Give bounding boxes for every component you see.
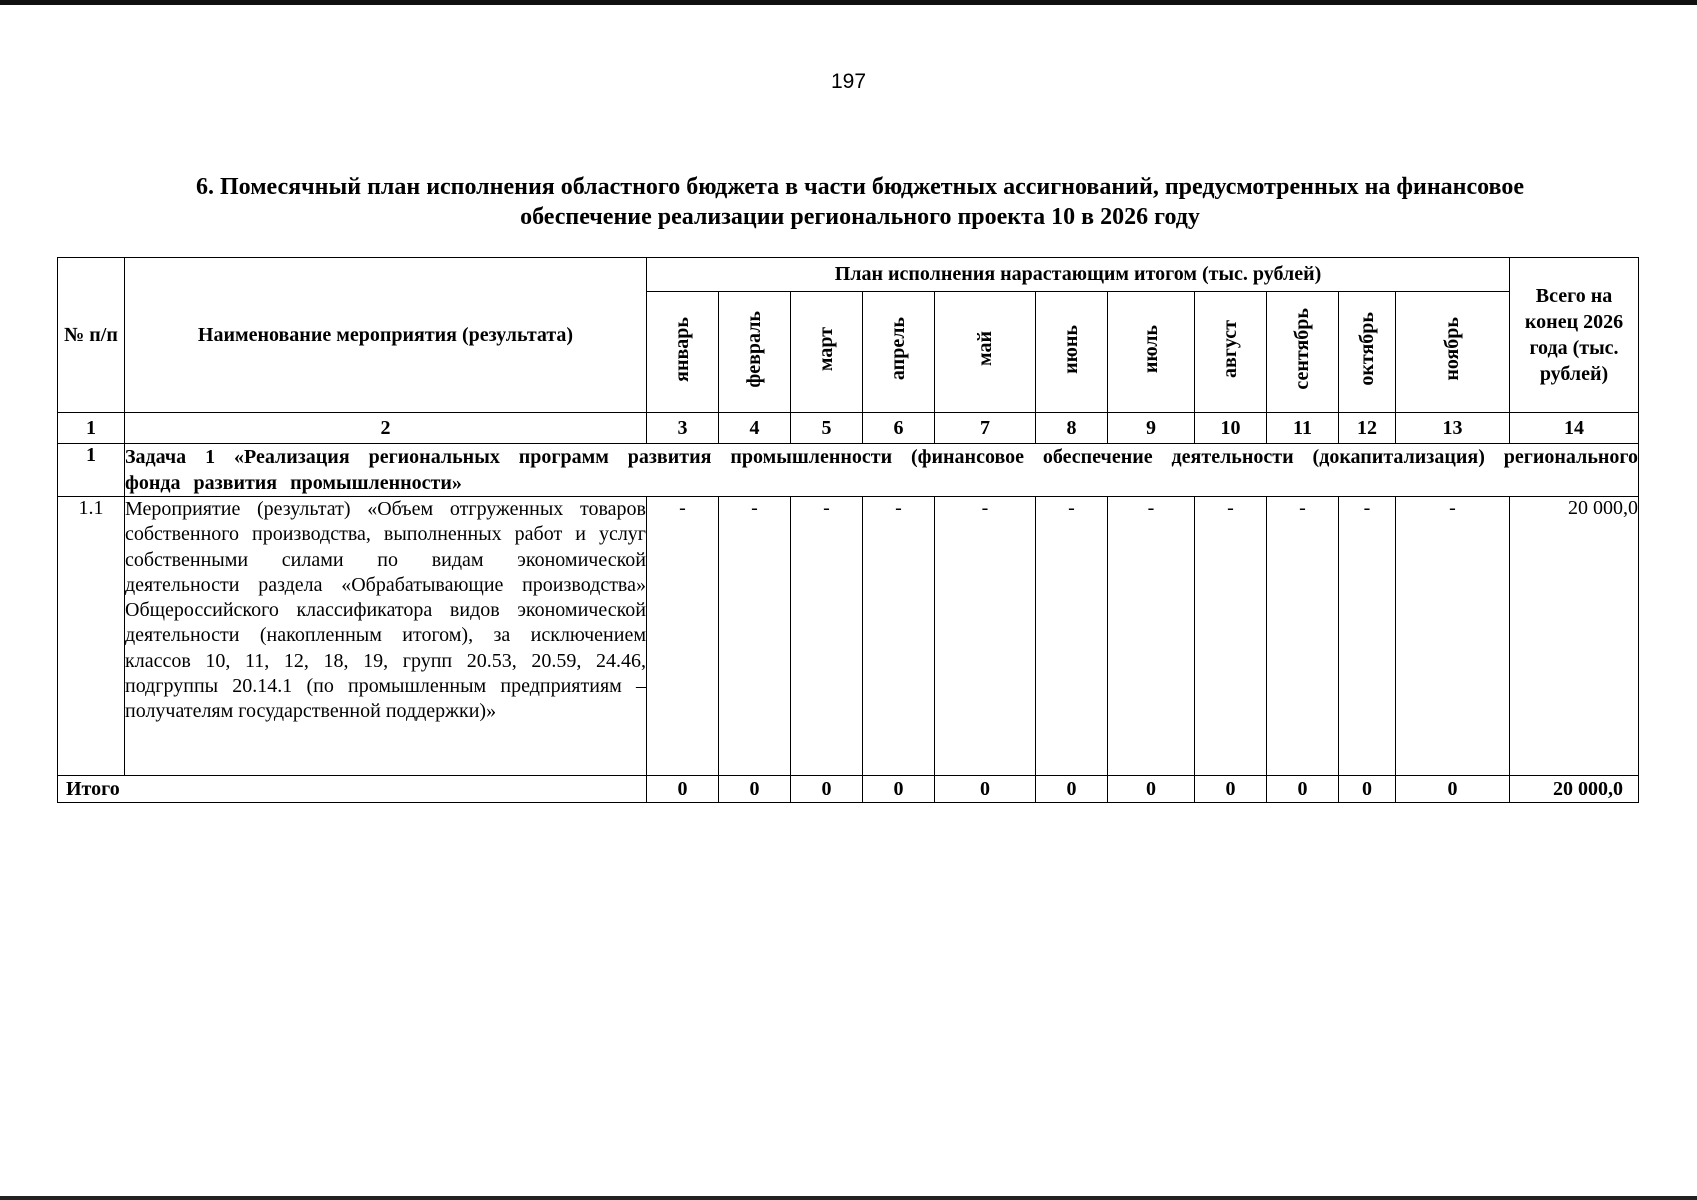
header-total: Всего на конец 2026 года (тыс. рублей): [1510, 258, 1639, 413]
item-month-value: -: [863, 497, 935, 776]
header-month-may: май: [935, 292, 1036, 413]
header-month-sep: сентябрь: [1267, 292, 1339, 413]
header-plan-group: План исполнения нарастающим итогом (тыс. рублей): [647, 258, 1510, 292]
header-month-jun: июнь: [1036, 292, 1108, 413]
item-month-value: -: [1108, 497, 1195, 776]
header-name: Наименование мероприятия (результата): [125, 258, 647, 413]
header-month-oct: октябрь: [1339, 292, 1396, 413]
itogo-month-value: 0: [1339, 776, 1396, 803]
header-month-jul: июль: [1108, 292, 1195, 413]
col-number: 3: [647, 413, 719, 444]
header-month-nov: ноябрь: [1396, 292, 1510, 413]
col-number: 8: [1036, 413, 1108, 444]
budget-plan-table: [57, 257, 1639, 803]
header-month-jan: январь: [647, 292, 719, 413]
itogo-month-value: 0: [1396, 776, 1510, 803]
document-title: [80, 172, 1640, 232]
header-month-apr: апрель: [863, 292, 935, 413]
task-description: Задача 1 «Реализация региональных программ развития промышленности (финансовое обеспечение деятельности (докапитализация) регионального фонда развития промышленности»: [125, 444, 1639, 497]
header-month-feb: февраль: [719, 292, 791, 413]
itogo-month-value: 0: [935, 776, 1036, 803]
item-number: 1.1: [58, 497, 125, 776]
item-month-value: -: [935, 497, 1036, 776]
itogo-month-value: 0: [1108, 776, 1195, 803]
itogo-month-value: 0: [1267, 776, 1339, 803]
col-number: 11: [1267, 413, 1339, 444]
header-no: № п/п: [58, 258, 125, 413]
col-number: 6: [863, 413, 935, 444]
scan-top-edge: [0, 0, 1697, 5]
col-number: 10: [1195, 413, 1267, 444]
item-month-value: -: [791, 497, 863, 776]
col-number: 1: [58, 413, 125, 444]
header-month-aug: август: [1195, 292, 1267, 413]
itogo-label: Итого: [58, 776, 647, 803]
document-title-line-1: 6. Помесячный план исполнения областного бюджета в части бюджетных ассигнований, предусмотренных на финансовое: [196, 174, 1524, 200]
col-number: 2: [125, 413, 647, 444]
document-title-line-2: обеспечение реализации регионального проекта 10 в 2026 году: [520, 204, 1200, 230]
item-month-value: -: [719, 497, 791, 776]
itogo-month-value: 0: [1036, 776, 1108, 803]
page-number: 197: [830, 70, 867, 93]
scan-bottom-edge: [0, 1196, 1697, 1200]
itogo-month-value: 0: [1195, 776, 1267, 803]
item-month-value: -: [647, 497, 719, 776]
item-total: 20 000,0: [1510, 497, 1639, 776]
item-month-value: -: [1036, 497, 1108, 776]
task-number: 1: [58, 444, 125, 497]
col-number: 12: [1339, 413, 1396, 444]
item-description: Мероприятие (результат) «Объем отгруженных товаров собственного производства, выполненных работ и услуг собственными силами по видам экономической деятельности раздела «Обрабатывающие производства» Общероссийского классификатора видов экономической деятельности (накопленным итогом), за исключением классов 10, 11, 12, 18, 19, групп 20.53, 20.59, 24.46, подгруппы 20.14.1 (по промышленным предприятиям – получателям государственной поддержки)»: [125, 497, 647, 776]
col-number: 14: [1510, 413, 1639, 444]
col-number: 9: [1108, 413, 1195, 444]
col-number: 13: [1396, 413, 1510, 444]
item-month-value: -: [1396, 497, 1510, 776]
item-month-value: -: [1195, 497, 1267, 776]
item-month-value: -: [1339, 497, 1396, 776]
itogo-month-value: 0: [863, 776, 935, 803]
itogo-total: 20 000,0: [1510, 776, 1639, 803]
col-number: 7: [935, 413, 1036, 444]
itogo-month-value: 0: [647, 776, 719, 803]
itogo-month-value: 0: [791, 776, 863, 803]
itogo-month-value: 0: [719, 776, 791, 803]
header-month-mar: март: [791, 292, 863, 413]
col-number: 4: [719, 413, 791, 444]
item-month-value: -: [1267, 497, 1339, 776]
col-number: 5: [791, 413, 863, 444]
